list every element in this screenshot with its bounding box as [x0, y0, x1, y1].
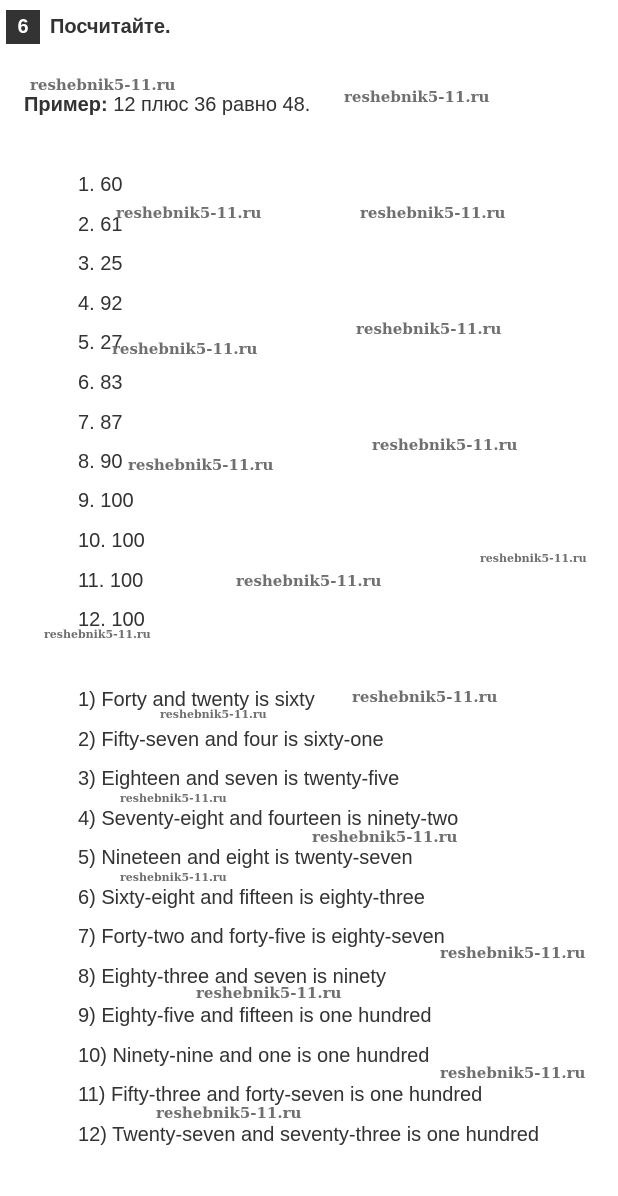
task-number-badge: 6	[6, 10, 40, 44]
sentence-item: 10) Ninety-nine and one is one hundred	[78, 1045, 430, 1067]
answer-item: 10. 100	[78, 530, 145, 552]
sentence-item: 1) Forty and twenty is sixty	[78, 689, 315, 711]
sentence-item: 4) Seventy-eight and fourteen is ninety-two	[78, 808, 459, 830]
sentence-item: 7) Forty-two and forty-five is eighty-seven	[78, 926, 445, 948]
answer-item: 9. 100	[78, 490, 134, 512]
watermark: reshebnik5-11.ru	[120, 792, 227, 805]
sentence-item: 2) Fifty-seven and four is sixty-one	[78, 729, 384, 751]
watermark: reshebnik5-11.ru	[440, 944, 586, 962]
watermark: reshebnik5-11.ru	[356, 320, 502, 338]
watermark: reshebnik5-11.ru	[312, 828, 458, 846]
watermark: reshebnik5-11.ru	[112, 340, 258, 358]
answer-item: 7. 87	[78, 412, 123, 434]
sentence-item: 11) Fifty-three and forty-seven is one hundred	[78, 1084, 483, 1106]
example-text: 12 плюс 36 равно 48.	[113, 94, 311, 116]
watermark: reshebnik5-11.ru	[160, 708, 267, 721]
watermark: reshebnik5-11.ru	[360, 204, 506, 222]
sentence-item: 8) Eighty-three and seven is ninety	[78, 966, 386, 988]
watermark: reshebnik5-11.ru	[236, 572, 382, 590]
watermark: reshebnik5-11.ru	[128, 456, 274, 474]
watermark: reshebnik5-11.ru	[44, 628, 151, 641]
task-title: Посчитайте.	[50, 15, 171, 38]
sentence-item: 9) Eighty-five and fifteen is one hundred	[78, 1005, 432, 1027]
watermark: reshebnik5-11.ru	[352, 688, 498, 706]
watermark: reshebnik5-11.ru	[120, 871, 227, 884]
answer-item: 4. 92	[78, 293, 123, 315]
watermark: reshebnik5-11.ru	[196, 984, 342, 1002]
answer-item: 6. 83	[78, 372, 123, 394]
watermark: reshebnik5-11.ru	[156, 1104, 302, 1122]
sentence-item: 3) Eighteen and seven is twenty-five	[78, 768, 400, 790]
watermark: reshebnik5-11.ru	[344, 88, 490, 106]
task-header	[6, 10, 171, 44]
answer-item: 8. 90	[78, 451, 123, 473]
answer-item: 2. 61	[78, 214, 123, 236]
answer-item: 11. 100	[78, 570, 144, 592]
watermark: reshebnik5-11.ru	[372, 436, 518, 454]
answer-item: 3. 25	[78, 253, 123, 275]
example-line	[24, 94, 310, 117]
sentence-item: 5) Nineteen and eight is twenty-seven	[78, 847, 413, 869]
watermark: reshebnik5-11.ru	[30, 76, 176, 94]
watermark: reshebnik5-11.ru	[116, 204, 262, 222]
watermark: reshebnik5-11.ru	[440, 1064, 586, 1082]
example-label: Пример:	[24, 94, 108, 116]
answer-item: 12. 100	[78, 609, 145, 631]
sentence-item: 12) Twenty-seven and seventy-three is one hundred	[78, 1124, 540, 1146]
watermark: reshebnik5-11.ru	[480, 552, 587, 565]
answer-item: 1. 60	[78, 174, 123, 196]
sentence-item: 6) Sixty-eight and fifteen is eighty-three	[78, 887, 425, 909]
answer-item: 5. 27	[78, 332, 123, 354]
